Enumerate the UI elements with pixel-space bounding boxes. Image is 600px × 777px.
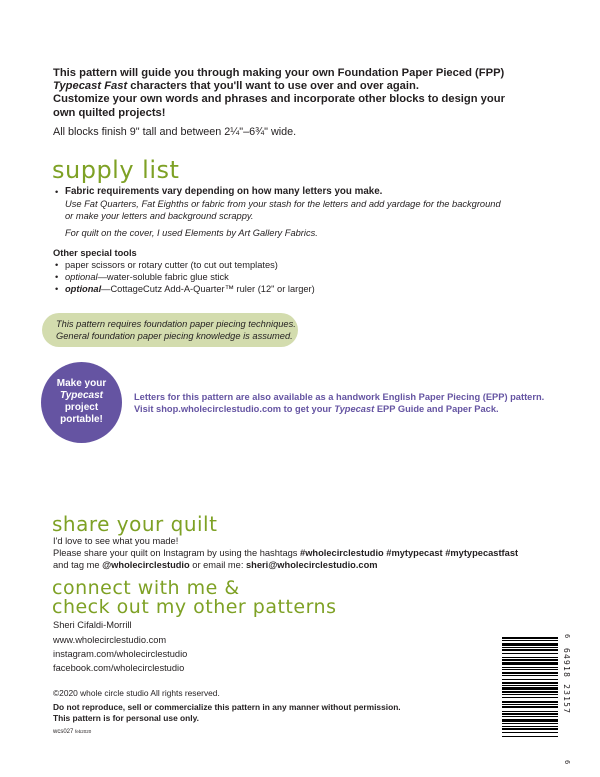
barcode-bar [502,691,558,693]
barcode-bar [502,719,558,722]
barcode-bar [502,685,558,686]
optional-label: optional [65,272,98,282]
barcode-bar [502,647,558,648]
intro-paragraph [53,67,523,120]
barcode-bar [502,704,558,705]
barcode-bar [502,669,558,670]
finish-size-text: All blocks finish 9" tall and between 2¼"–6¾" wide. [53,126,297,138]
hashtags: #wholecirclestudio #mytypecast #mytypecastfast [300,548,519,558]
epp-line-1: Letters for this pattern are also available as a handwork English Paper Piecing (EPP) pattern. [134,392,545,402]
barcode-bar [502,723,558,724]
intro-line-4: own quilted projects! [53,106,166,119]
epp-line-2-b: EPP Guide and Paper Pack. [374,404,499,414]
barcode-bar [502,679,558,680]
badge-line-4: portable! [60,414,103,425]
intro-line-2 [53,80,523,93]
connect-heading-line-2: check out my other patterns [52,596,337,618]
barcode-digits: 64918 23157 [562,648,571,715]
facebook-link[interactable]: facebook.com/wholecirclestudio [53,663,185,673]
code-date: feb2020 [75,728,92,734]
barcode-bar [502,706,558,708]
typecast-fast-title: Typecast Fast [53,80,128,93]
fabric-requirements: • Fabric requirements vary depending on how many letters you make. [65,186,383,197]
tool-item [65,271,453,283]
share-line-3 [53,559,553,571]
epp-line-2-a: Visit shop.wholecirclestudio.com to get your [134,404,335,414]
notice-line-1: This pattern requires foundation paper piecing techniques. [56,319,296,329]
supply-list-heading: supply list [52,156,180,184]
contact-list [53,619,187,674]
barcode-bar [502,694,558,695]
fabric-note-2: or make your letters and background scrappy. [65,211,254,221]
barcode-digits-bottom: 6 [563,760,571,765]
barcode-bar [502,736,558,737]
epp-promo-text [134,391,554,415]
barcode-bar [502,649,558,651]
cover-fabric-note: For quilt on the cover, I used Elements by Art Gallery Fabrics. [65,228,318,238]
personal-use-notice: This pattern is for personal use only. [53,713,199,723]
barcode-bar [502,653,558,654]
barcode-bar [502,697,558,698]
barcode-bar [502,726,558,727]
code: wcs027 [53,728,74,735]
barcode-bar [502,667,558,668]
badge-line-2: Typecast [60,390,103,401]
website-link[interactable]: www.wholecirclestudio.com [53,635,167,645]
badge-line-1: Make your [56,378,107,389]
barcode-digits-top: 6 [563,634,571,639]
intro-line-3: Customize your own words and phrases and incorporate other blocks to design your [53,93,505,106]
barcode-bar [502,672,558,674]
epp-line-2 [134,403,554,415]
author-name: Sheri Cifaldi-Morrill [53,620,132,630]
share-line-2 [53,547,553,559]
connect-heading [52,579,336,617]
share-line-2-a: Please share your quilt on Instagram by using the hashtags [53,548,301,558]
product-code [53,726,473,739]
intro-line-1: This pattern will guide you through making your own Foundation Paper Pieced (FPP) [53,67,505,79]
tool-text: —CottageCutz Add-A-Quarter™ ruler (12" or larger) [101,284,315,294]
share-line-3-b: or email me: [189,560,247,570]
share-line-1: I'd love to see what you made! [53,536,179,546]
portable-promo-badge [41,362,122,443]
barcode-bar [502,675,558,676]
reproduction-warning: Do not reproduce, sell or commercialize this pattern in any manner without permission. [53,701,401,712]
barcode-bar [502,687,558,690]
barcode-bar [502,701,558,703]
copyright: ©2020 whole circle studio All rights reserved. [53,688,220,698]
barcode-bar [502,732,558,733]
intro-line-2-rest: characters that you'll want to use over and over again. [127,80,419,93]
barcode-bar [502,713,558,715]
share-text [53,535,553,571]
connect-heading-line-1: connect with me & [52,577,240,599]
other-tools-heading: Other special tools [53,248,137,258]
foundation-notice [42,313,298,347]
optional-label: optional [65,284,102,294]
tool-item: • paper scissors or rotary cutter (to cut out templates) [65,259,453,271]
tools-list [53,259,453,295]
share-line-3-a: and tag me [53,560,103,570]
supply-fabric-block [53,186,533,239]
barcode-bar [502,637,558,639]
barcode-bar [502,643,558,646]
barcode-bar [502,728,558,730]
footer [53,688,473,738]
tool-item [65,283,453,295]
instagram-handle: @wholecirclestudio [102,560,190,570]
notice-line-2: General foundation paper piecing knowledge is assumed. [56,331,293,341]
fabric-item [65,186,533,239]
email-address: sheri@wholecirclestudio.com [246,560,378,570]
barcode-bar [502,662,558,665]
fabric-note-1: Use Fat Quarters, Fat Eighths or fabric from your stash for the letters and add yardage for the background [65,199,501,209]
tool-text: —water-soluble fabric glue stick [97,272,229,282]
barcode-bar [502,682,558,684]
barcode-bar [502,716,558,717]
fabric-list [53,186,533,239]
typecast-italic: Typecast [334,404,375,414]
share-heading: share your quilt [52,512,218,536]
instagram-link[interactable]: instagram.com/wholecirclestudio [53,649,188,659]
barcode-bars [502,637,558,762]
barcode-bar [502,640,558,641]
barcode-bar [502,659,558,661]
barcode-bar [502,711,558,712]
barcode [497,634,575,769]
barcode-bar [502,657,558,658]
other-tools-block [53,247,453,295]
badge-line-3: project [64,402,99,413]
